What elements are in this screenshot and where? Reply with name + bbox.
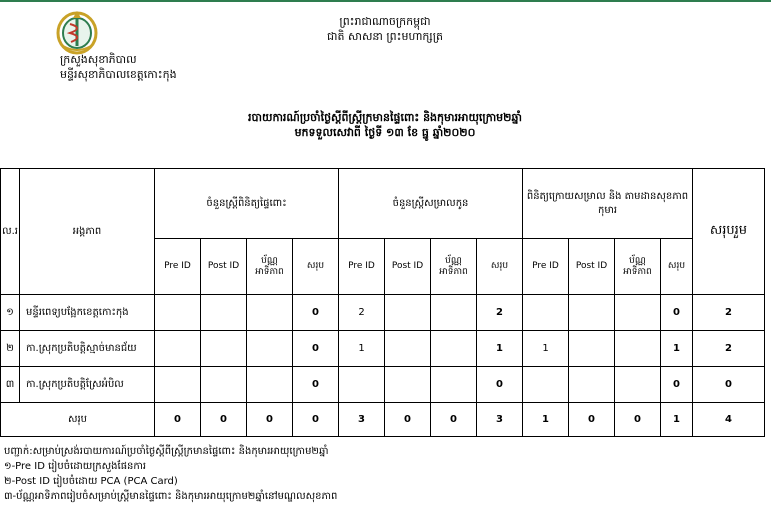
header-group-anc: ចំនួនស្ត្រីពិនិត្យផ្ទៃពោះ	[155, 169, 339, 239]
row-unit-name: កា.ស្រុកប្រតិបត្តិស្រែអំបិល	[20, 367, 155, 403]
total-delivery-pre-id: 3	[339, 403, 385, 437]
row-number: ១	[1, 295, 20, 331]
cell-delivery-priority-card	[431, 295, 477, 331]
report-title	[160, 110, 610, 140]
cell-delivery-pre-id: 1	[339, 331, 385, 367]
total-anc-post-id: 0	[201, 403, 247, 437]
cell-delivery-total: 1	[477, 331, 523, 367]
subheader-total: សរុប	[293, 239, 339, 295]
cell-grand-total: 0	[693, 367, 765, 403]
cell-delivery-post-id	[385, 367, 431, 403]
footnotes	[4, 444, 337, 504]
total-anc-total: 0	[293, 403, 339, 437]
total-postnatal-priority-card: 0	[615, 403, 661, 437]
subheader-post-id: Post ID	[201, 239, 247, 295]
report-title-line1: របាយការណ៍ប្រចាំថ្ងៃស្ដីពីស្ត្រីក្រមានផ្ទៃពោះ និងកុមារអាយុក្រោម២ឆ្នាំ	[248, 111, 522, 124]
subheader-priority-card: ប័ណ្ណអាទិភាព	[615, 239, 661, 295]
cell-postnatal-priority-card	[615, 295, 661, 331]
subheader-pre-id: Pre ID	[155, 239, 201, 295]
footnote-post-id: ២-Post ID រៀបចំដោយ PCA (PCA Card)	[4, 476, 178, 487]
cell-anc-pre-id	[155, 295, 201, 331]
cell-anc-post-id	[201, 295, 247, 331]
total-postnatal-post-id: 0	[569, 403, 615, 437]
row-unit-name: មន្ទីរពេទ្យបង្អែកខេត្តកោះកុង	[20, 295, 155, 331]
cell-delivery-total: 2	[477, 295, 523, 331]
cell-anc-priority-card	[247, 367, 293, 403]
subheader-total: សរុប	[477, 239, 523, 295]
footnote-pre-id: ១-Pre ID រៀបចំដោយក្រសួងផែនការ	[4, 461, 147, 472]
total-anc-pre-id: 0	[155, 403, 201, 437]
total-delivery-priority-card: 0	[431, 403, 477, 437]
cell-postnatal-priority-card	[615, 367, 661, 403]
cell-anc-total: 0	[293, 295, 339, 331]
total-delivery-post-id: 0	[385, 403, 431, 437]
subheader-pre-id: Pre ID	[339, 239, 385, 295]
footnote-priority-card: ៣-ប័ណ្ណអាទិភាពរៀបចំសម្រាប់ស្ត្រីមានផ្ទៃពោះ និងកុមារអាយុក្រោម២ឆ្នាំនៅមណ្ឌលសុខភាព	[4, 491, 338, 502]
cell-anc-total: 0	[293, 331, 339, 367]
table-row	[1, 367, 765, 403]
cell-delivery-post-id	[385, 295, 431, 331]
cell-anc-priority-card	[247, 331, 293, 367]
header-grand-total: សរុបរួម	[693, 169, 765, 295]
cell-postnatal-post-id	[569, 331, 615, 367]
cell-postnatal-priority-card	[615, 331, 661, 367]
kingdom-header	[300, 14, 470, 44]
total-grand-total: 4	[693, 403, 765, 437]
cell-grand-total: 2	[693, 331, 765, 367]
subheader-post-id: Post ID	[569, 239, 615, 295]
cell-anc-priority-card	[247, 295, 293, 331]
ministry-logo-icon	[54, 6, 100, 56]
total-anc-priority-card: 0	[247, 403, 293, 437]
row-number: ៣	[1, 367, 20, 403]
cell-postnatal-total: 0	[661, 367, 693, 403]
subheader-pre-id: Pre ID	[523, 239, 569, 295]
table-row	[1, 331, 765, 367]
subheader-priority-card: ប័ណ្ណអាទិភាព	[247, 239, 293, 295]
header-group-delivery: ចំនួនស្ត្រីសម្រាលកូន	[339, 169, 523, 239]
footnote-heading: បញ្ជាក់:សម្រាប់ស្រង់របាយការណ៍ប្រចាំថ្ងៃស្ដីពីស្ត្រីក្រមានផ្ទៃពោះ និងកុមារអាយុក្រោម២ឆ្នាំ	[4, 446, 329, 457]
cell-postnatal-post-id	[569, 367, 615, 403]
total-postnatal-total: 1	[661, 403, 693, 437]
report-table	[0, 168, 765, 437]
cell-delivery-total: 0	[477, 367, 523, 403]
table-total-row	[1, 403, 765, 437]
table-row	[1, 295, 765, 331]
report-title-line2: មកទទួលសេវាពី ថ្ងៃទី ១៣ ខែ ធ្នូ ឆ្នាំ២០២០	[294, 126, 476, 139]
cell-anc-pre-id	[155, 367, 201, 403]
header-unit: អង្គភាព	[20, 169, 155, 295]
cell-postnatal-pre-id	[523, 367, 569, 403]
total-label: សរុប	[1, 403, 155, 437]
cell-postnatal-total: 0	[661, 295, 693, 331]
header-number: ល.រ	[1, 169, 20, 295]
cell-anc-pre-id	[155, 331, 201, 367]
cell-delivery-priority-card	[431, 367, 477, 403]
subheader-total: សរុប	[661, 239, 693, 295]
department-name: មន្ទីរសុខាភិបាលខេត្តកោះកុង	[60, 68, 177, 81]
cell-postnatal-pre-id: 1	[523, 331, 569, 367]
cell-anc-total: 0	[293, 367, 339, 403]
cell-anc-post-id	[201, 331, 247, 367]
total-postnatal-pre-id: 1	[523, 403, 569, 437]
row-unit-name: កា.ស្រុកប្រតិបត្តិស្មាច់មានជ័យ	[20, 331, 155, 367]
cell-postnatal-total: 1	[661, 331, 693, 367]
subheader-post-id: Post ID	[385, 239, 431, 295]
top-border-line	[0, 0, 771, 2]
cell-postnatal-post-id	[569, 295, 615, 331]
cell-delivery-pre-id	[339, 367, 385, 403]
cell-anc-post-id	[201, 367, 247, 403]
table-header-row	[1, 169, 765, 239]
cell-delivery-priority-card	[431, 331, 477, 367]
subheader-priority-card: ប័ណ្ណអាទិភាព	[431, 239, 477, 295]
kingdom-name: ព្រះរាជាណាចក្រកម្ពុជា	[339, 15, 431, 28]
total-delivery-total: 3	[477, 403, 523, 437]
cell-grand-total: 2	[693, 295, 765, 331]
cell-delivery-post-id	[385, 331, 431, 367]
cell-delivery-pre-id: 2	[339, 295, 385, 331]
kingdom-motto: ជាតិ សាសនា ព្រះមហាក្សត្រ	[327, 30, 443, 43]
header-group-postnatal: ពិនិត្យក្រោយសម្រាល និង តាមដានសុខភាពកុមារ	[523, 169, 693, 239]
row-number: ២	[1, 331, 20, 367]
ministry-name: ក្រសួងសុខាភិបាល	[60, 53, 137, 66]
cell-postnatal-pre-id	[523, 295, 569, 331]
ministry-header	[60, 52, 177, 82]
